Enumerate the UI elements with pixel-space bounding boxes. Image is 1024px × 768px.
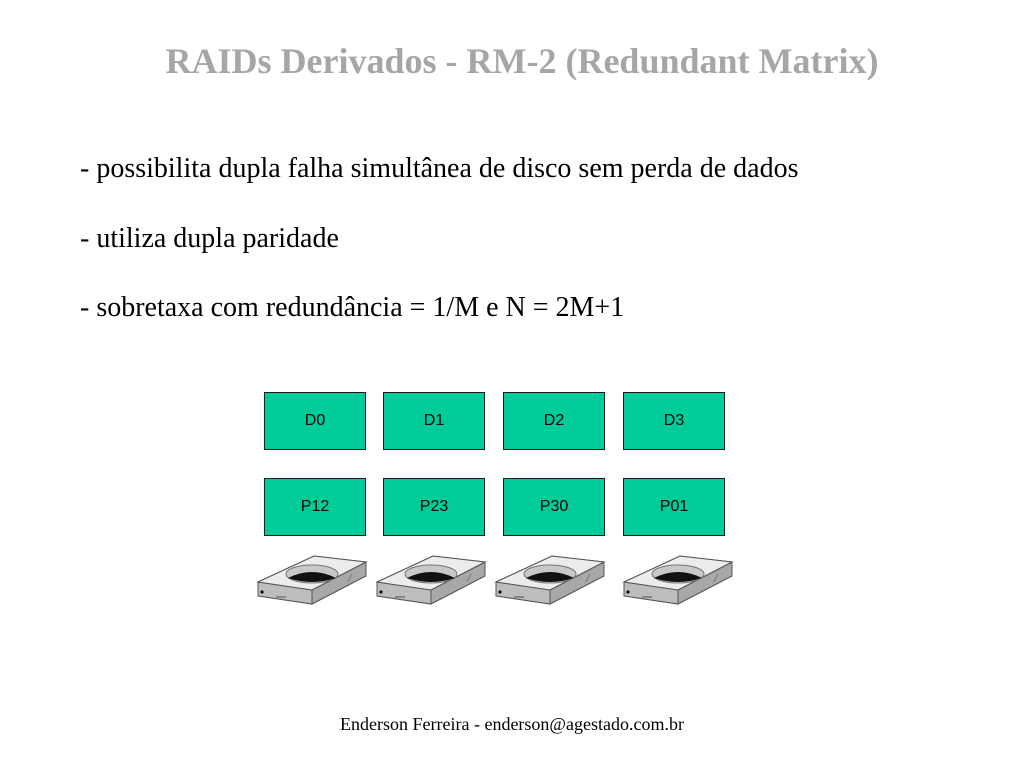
hard-disk-icon	[622, 552, 734, 616]
data-block-d1: D1	[383, 392, 485, 450]
parity-block-p01: P01	[623, 478, 725, 536]
parity-block-p12: P12	[264, 478, 366, 536]
parity-block-p30: P30	[503, 478, 605, 536]
parity-block-p23: P23	[383, 478, 485, 536]
bullet-item: - possibilita dupla falha simultânea de disco sem perda de dados	[80, 153, 799, 184]
data-block-d3: D3	[623, 392, 725, 450]
bullet-item: - utiliza dupla paridade	[80, 223, 339, 254]
slide-footer: Enderson Ferreira - enderson@agestado.com.br	[340, 714, 684, 734]
hard-disk-icon	[375, 552, 487, 616]
slide-title: RAIDs Derivados - RM-2 (Redundant Matrix)	[165, 41, 879, 81]
hard-disk-icon	[256, 552, 368, 616]
data-block-d2: D2	[503, 392, 605, 450]
data-block-d0: D0	[264, 392, 366, 450]
bullet-item: - sobretaxa com redundância = 1/M e N = 2M+1	[80, 292, 625, 323]
hard-disk-icon	[494, 552, 606, 616]
